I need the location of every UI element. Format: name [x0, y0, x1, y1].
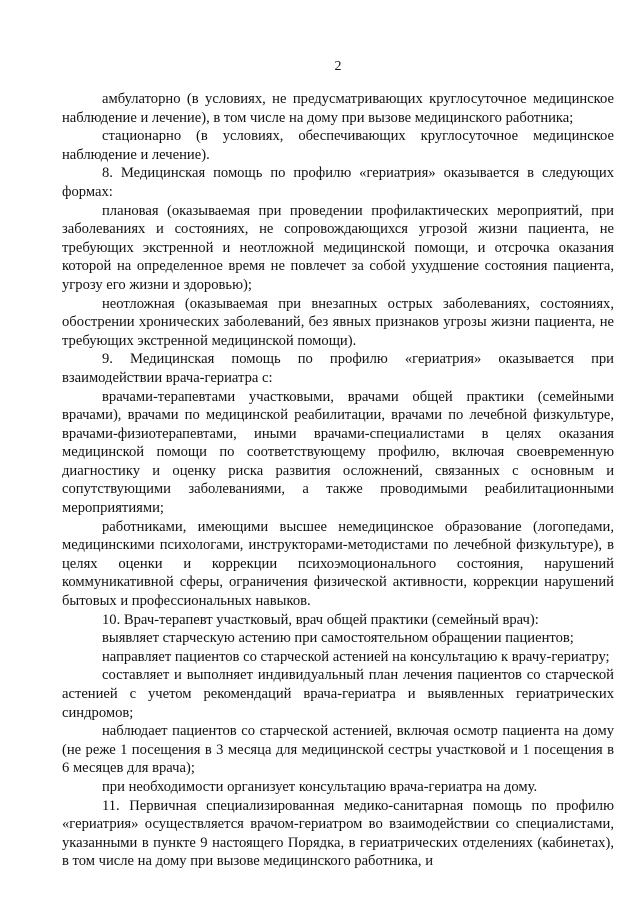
paragraph-organizes: при необходимости организует консультацию врача-гериатра на дому. [102, 778, 538, 795]
paragraph-detects: выявляет старческую астению при самостоятельном обращении пациентов; [102, 630, 574, 647]
page-number: 2 [334, 59, 342, 74]
paragraph-workers: работниками, имеющими высшее немедицинское образование (логопедами, медицинскими психологами, инструкторами-методистами по лечебной физкультуре), в целях оценки и коррекции психоэмоционального состояния, нарушений коммуникативной сферы, ограничения физической активности, коррекции нарушений бытовых и профессиональных навыков. [62, 518, 614, 610]
paragraph-refers: направляет пациентов со старческой астенией на консультацию к врачу-гериатру; [102, 648, 610, 665]
paragraph-plans: составляет и выполняет индивидуальный план лечения пациентов со старческой астенией с учетом рекомендаций врача-гериатра и выявленных гериатрических синдромов; [62, 667, 614, 721]
paragraph-outpatient: амбулаторно (в условиях, не предусматривающих круглосуточное медицинское наблюдение и лечение), в том числе на дому при вызове медицинского работника; [62, 91, 614, 126]
paragraph-item-10: 10. Врач-терапевт участковый, врач общей практики (семейный врач): [102, 611, 539, 628]
paragraph-observes: наблюдает пациентов со старческой астенией, включая осмотр пациента на дому (не реже 1 посещения в 3 месяца для медицинской сестры участковой и 1 посещения в 6 месяцев для врача); [62, 723, 614, 777]
paragraph-urgent: неотложная (оказываемая при внезапных острых заболеваниях, состояниях, обострении хронических заболеваний, без явных признаков угрозы жизни пациента, не требующих экстренной медицинской помощи). [62, 295, 614, 349]
paragraph-item-11: 11. Первичная специализированная медико-санитарная помощь по профилю «гериатрия» осуществляется врачом-гериатром во взаимодействии со специалистами, указанными в пункте 9 настоящего Порядка, в гериатрических отделениях (кабинетах), в том числе на дому при вызове медицинского работника, и [62, 797, 614, 870]
paragraph-item-9: 9. Медицинская помощь по профилю «гериатрия» оказывается при взаимодействии врача-гериатра с: [62, 351, 614, 386]
paragraph-item-8: 8. Медицинская помощь по профилю «гериатрия» оказывается в следующих формах: [62, 165, 614, 200]
paragraph-planned: плановая (оказываемая при проведении профилактических мероприятий, при заболеваниях и состояниях, не сопровождающихся угрозой жизни пациента, не требующих экстренной и неотложной медицинской помощи, и отсрочка оказания которой на определенное время не повлечет за собой ухудшение состояния пациента, угрозу его жизни и здоровью); [62, 202, 614, 293]
paragraph-doctors: врачами-терапевтами участковыми, врачами общей практики (семейными врачами), врачами по медицинской реабилитации, врачами по лечебной физкультуре, врачами-физиотерапевтами, иными врачами-специалистами в целях оказания медицинской помощи по соответствующему профилю, включая своевременную диагностику и оценку риска развития осложнений, связанных с основным и сопутствующими заболеваниями, а также проводимыми реабилитационными мероприятиями; [62, 388, 614, 517]
paragraph-inpatient: стационарно (в условиях, обеспечивающих круглосуточное медицинское наблюдение и лечение). [62, 128, 614, 163]
